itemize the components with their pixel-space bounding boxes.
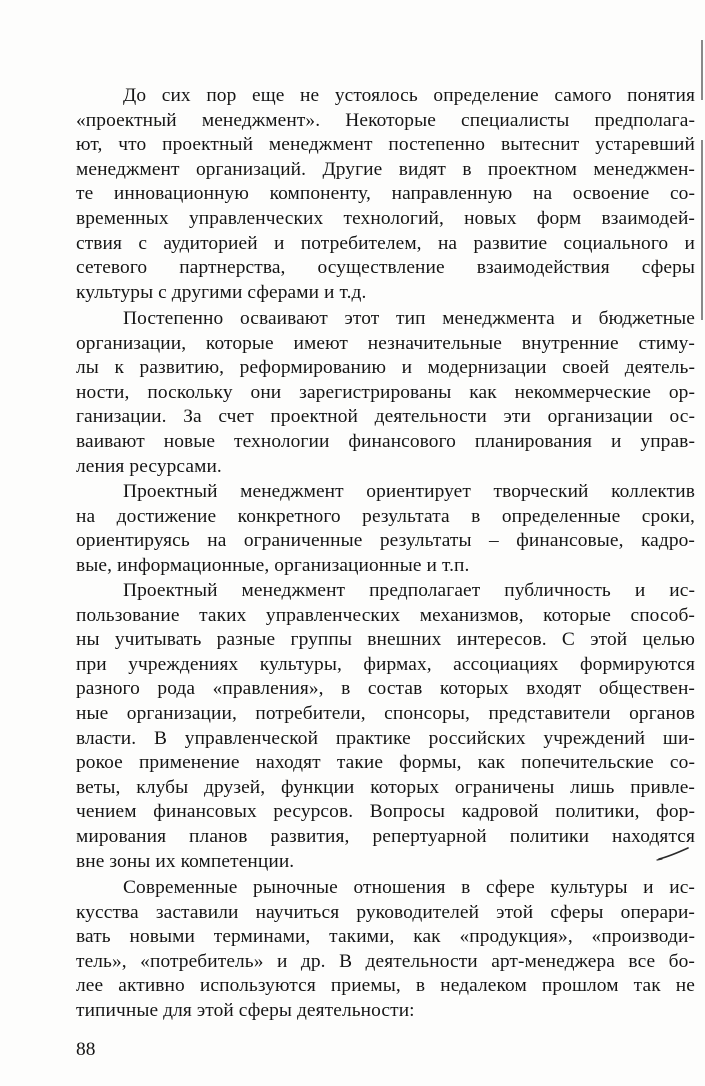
text-line: власти. В управленческой практике российских учреждений ши- xyxy=(76,727,695,749)
text-line: Современные рыночные отношения в сфере культуры и ис- xyxy=(123,877,695,898)
text-line: мирования планов развития, репертуарной политики находятся xyxy=(76,825,695,847)
text-line: те инновационную компоненту, направленную на освоение со- xyxy=(76,183,695,205)
text-line: на достижение конкретного результата в определенные сроки, xyxy=(76,505,695,527)
scan-edge-mark xyxy=(701,140,703,320)
text-line: чением финансовых ресурсов. Вопросы кадровой политики, фор- xyxy=(76,801,695,823)
text-line: ные организации, потребители, спонсоры, представители органов xyxy=(76,702,695,724)
page-number: 88 xyxy=(76,1039,96,1060)
text-line: лее активно используются приемы, в недалеком прошлом так не xyxy=(76,975,695,997)
paragraph-3 xyxy=(76,480,695,578)
text-line: ности, поскольку они зарегистрированы как некоммерческие ор- xyxy=(76,381,695,403)
text-line: ствия с аудиторией и потребителем, на развитие социального и xyxy=(76,232,695,254)
text-line: вать новыми терминами, такими, как «продукция», «производи- xyxy=(76,926,695,948)
text-line: Проектный менеджмент предполагает публичность и ис- xyxy=(123,580,695,601)
text-line: ваивают новые технологии финансового планирования и управ- xyxy=(76,430,695,452)
text-line: вне зоны их компетенции. xyxy=(76,850,295,872)
text-line: тель», «потребитель» и др. В деятельности арт-менеджера все бо- xyxy=(76,950,695,972)
text-line: «проектный менеджмент». Некоторые специалисты предполага- xyxy=(76,109,695,131)
paragraph-4 xyxy=(76,579,695,874)
text-line: кусства заставили научиться руководителей этой сферы операри- xyxy=(76,901,695,923)
text-line: разного рода «правления», в состав которых входят обществен- xyxy=(76,678,695,700)
text-line: Проектный менеджмент ориентирует творческий коллектив xyxy=(123,481,695,502)
text-line: ганизации. За счет проектной деятельности эти организации ос- xyxy=(76,406,695,428)
text-line: ления ресурсами. xyxy=(76,455,222,477)
text-line: До сих пор еще не устоялось определение самого понятия xyxy=(123,85,695,106)
text-line: вые, информационные, организационные и т.п. xyxy=(76,554,470,576)
text-line: при учреждениях культуры, фирмах, ассоциациях формируются xyxy=(76,653,695,675)
text-line: веты, клубы друзей, функции которых ограничены лишь привле- xyxy=(76,776,695,798)
text-line: ют, что проектный менеджмент постепенно вытеснит устаревший xyxy=(76,134,695,156)
text-line: пользование таких управленческих механизмов, которые способ- xyxy=(76,604,695,626)
pen-mark-icon xyxy=(655,847,691,863)
paragraph-1 xyxy=(76,84,695,305)
text-line: сетевого партнерства, осуществление взаимодействия сферы xyxy=(76,257,695,279)
text-line: временных управленческих технологий, новых форм взаимодей- xyxy=(76,207,695,229)
text-line: Постепенно осваивают этот тип менеджмента и бюджетные xyxy=(123,308,695,329)
paragraph-2 xyxy=(76,307,695,479)
text-line: ны учитывать разные группы внешних интересов. С этой целью xyxy=(76,629,695,651)
text-line: менеджмент организаций. Другие видят в проектном менеджмен- xyxy=(76,158,695,180)
paragraph-5 xyxy=(76,876,695,1024)
scan-edge-mark xyxy=(701,40,703,100)
text-line: лы к развитию, реформированию и модернизации своей деятель- xyxy=(76,357,695,379)
text-line: ориентируясь на ограниченные результаты – финансовые, кадро- xyxy=(76,530,695,552)
text-line: типичные для этой сферы деятельности: xyxy=(76,999,415,1021)
text-line: рокое применение находят такие формы, как попечительские со- xyxy=(76,752,695,774)
text-line: культуры с другими сферами и т.д. xyxy=(76,281,367,303)
text-line: организации, которые имеют незначительные внутренние стиму- xyxy=(76,332,695,354)
